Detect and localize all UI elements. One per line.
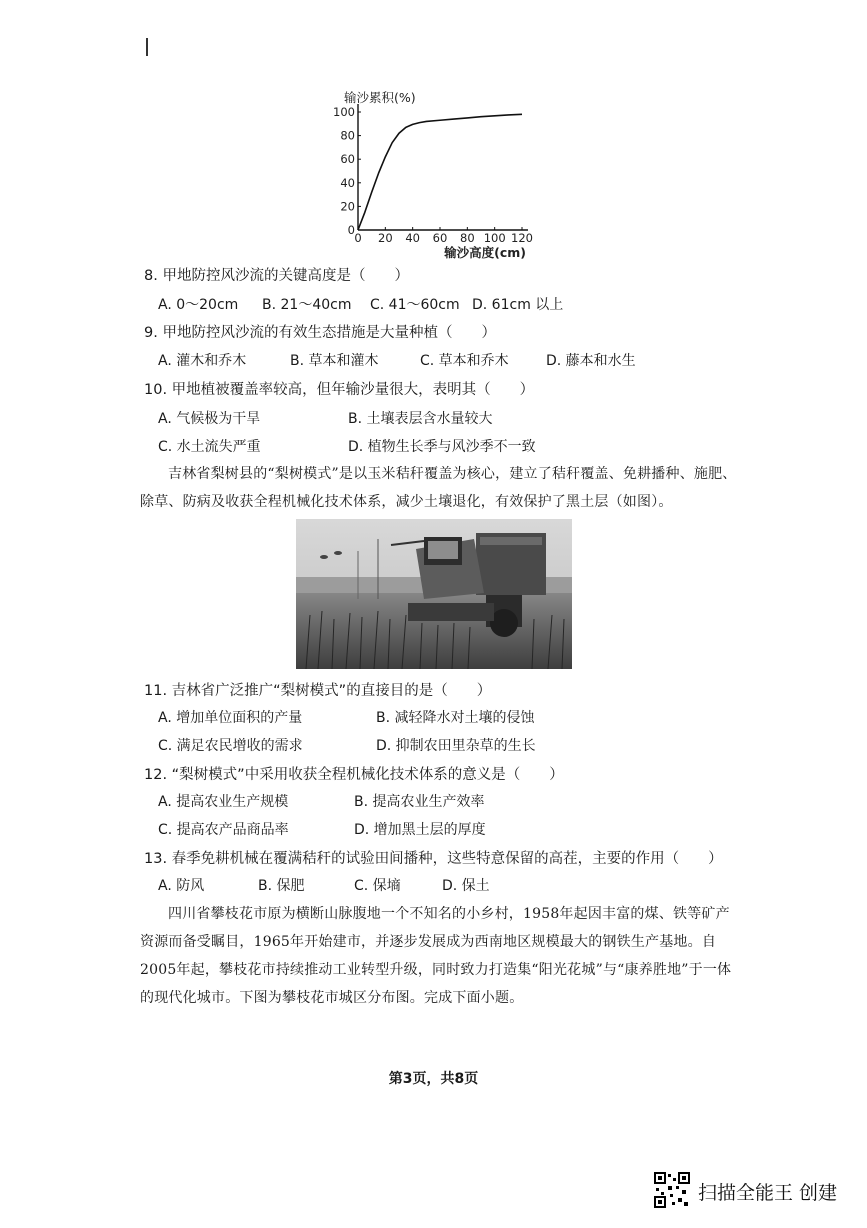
q13-option-a: A. 防风 xyxy=(158,878,205,894)
scanner-label: 扫描全能王 创建 xyxy=(698,1182,838,1204)
q13-option-d: D. 保土 xyxy=(442,878,490,894)
q11-option-d: D. 抑制农田里杂草的生长 xyxy=(376,738,536,754)
q11-option-a: A. 增加单位面积的产量 xyxy=(158,710,303,726)
y-tick-label: 40 xyxy=(340,175,355,190)
q10-option-b: B. 土壤表层含水量较大 xyxy=(348,411,493,427)
q10-option-d: D. 植物生长季与风沙季不一致 xyxy=(348,439,536,455)
x-tick-label: 100 xyxy=(483,231,506,245)
y-tick-label: 60 xyxy=(340,152,355,167)
q8-option-c: C. 41～60cm xyxy=(370,297,460,313)
q11-option-b: B. 减轻降水对土壤的侵蚀 xyxy=(376,710,535,726)
q12-option-a: A. 提高农业生产规模 xyxy=(158,794,289,810)
cumulative-sand-curve xyxy=(358,114,522,230)
question-10: 10. 甲地植被覆盖率较高，但年输沙量很大，表明其（ ） xyxy=(144,382,535,398)
q9-option-b: B. 草本和灌木 xyxy=(290,353,379,369)
page-number: 第3页，共8页 xyxy=(388,1071,479,1087)
q8-option-b: B. 21～40cm xyxy=(262,297,352,313)
x-tick-label: 80 xyxy=(460,231,475,245)
question-12: 12. “梨树模式”中采用收获全程机械化技术体系的意义是（ ） xyxy=(144,767,564,783)
q8-option-d: D. 61cm 以上 xyxy=(472,297,564,313)
scanner-watermark xyxy=(654,1172,854,1212)
q13-option-c: C. 保墒 xyxy=(354,878,401,894)
y-tick-label: 80 xyxy=(340,128,355,143)
y-axis-label: 输沙累积(%) xyxy=(344,90,416,105)
q8-option-a: A. 0～20cm xyxy=(158,297,239,313)
question-8: 8. 甲地防控风沙流的关键高度是（ ） xyxy=(144,268,409,284)
crop-mark xyxy=(146,38,150,56)
y-tick-label: 0 xyxy=(347,223,355,237)
panzhihua-passage: 四川省攀枝花市原为横断山脉腹地一个不知名的小乡村，1958年起因丰富的煤、铁等矿产资源而备受瞩目，1965年开始建市，并逐步发展成为西南地区规模最大的钢铁生产基地。自2005年起，攀枝花市持续推动工业转型升级，同时致力打造集“阳光花城”与“康养胜地”于一体的现代化城市。下图为攀枝花市城区分布图。完成下面小题。 xyxy=(140,906,732,1006)
q12-option-b: B. 提高农业生产效率 xyxy=(354,794,485,810)
x-tick-label: 40 xyxy=(405,231,420,245)
harvester-photo xyxy=(296,519,572,669)
question-13: 13. 春季免耕机械在覆满秸秆的试验田间播种，这些特意保留的高茬，主要的作用（ ） xyxy=(144,851,723,867)
x-tick-label: 120 xyxy=(511,231,533,245)
y-tick-label: 100 xyxy=(333,105,355,119)
x-tick-label: 60 xyxy=(432,231,448,245)
y-tick-label: 20 xyxy=(340,199,355,214)
q9-option-c: C. 草本和乔木 xyxy=(420,353,509,369)
q10-option-a: A. 气候极为干旱 xyxy=(158,411,261,427)
qr-code-icon xyxy=(654,1172,690,1208)
lishu-model-passage: 吉林省梨树县的“梨树模式”是以玉米秸秆覆盖为核心，建立了秸秆覆盖、免耕播种、施肥、除草、防病及收获全程机械化技术体系，减少土壤退化，有效保护了黑土层（如图）。 xyxy=(140,466,737,510)
x-tick-label: 20 xyxy=(378,231,393,245)
q13-option-b: B. 保肥 xyxy=(258,878,305,894)
q12-option-c: C. 提高农产品商品率 xyxy=(158,822,289,838)
q9-option-a: A. 灌木和乔木 xyxy=(158,353,247,369)
x-axis-label: 输沙高度(cm) xyxy=(444,245,526,260)
question-9: 9. 甲地防控风沙流的有效生态措施是大量种植（ ） xyxy=(144,325,496,341)
q10-option-c: C. 水土流失严重 xyxy=(158,439,261,455)
q9-option-d: D. 藤本和水生 xyxy=(546,353,636,369)
question-11: 11. 吉林省广泛推广“梨树模式”的直接目的是（ ） xyxy=(144,683,492,699)
q12-option-d: D. 增加黑土层的厚度 xyxy=(354,822,486,838)
q11-option-c: C. 满足农民增收的需求 xyxy=(158,738,303,754)
x-tick-label: 0 xyxy=(354,231,362,245)
sand-transport-chart xyxy=(330,88,550,263)
